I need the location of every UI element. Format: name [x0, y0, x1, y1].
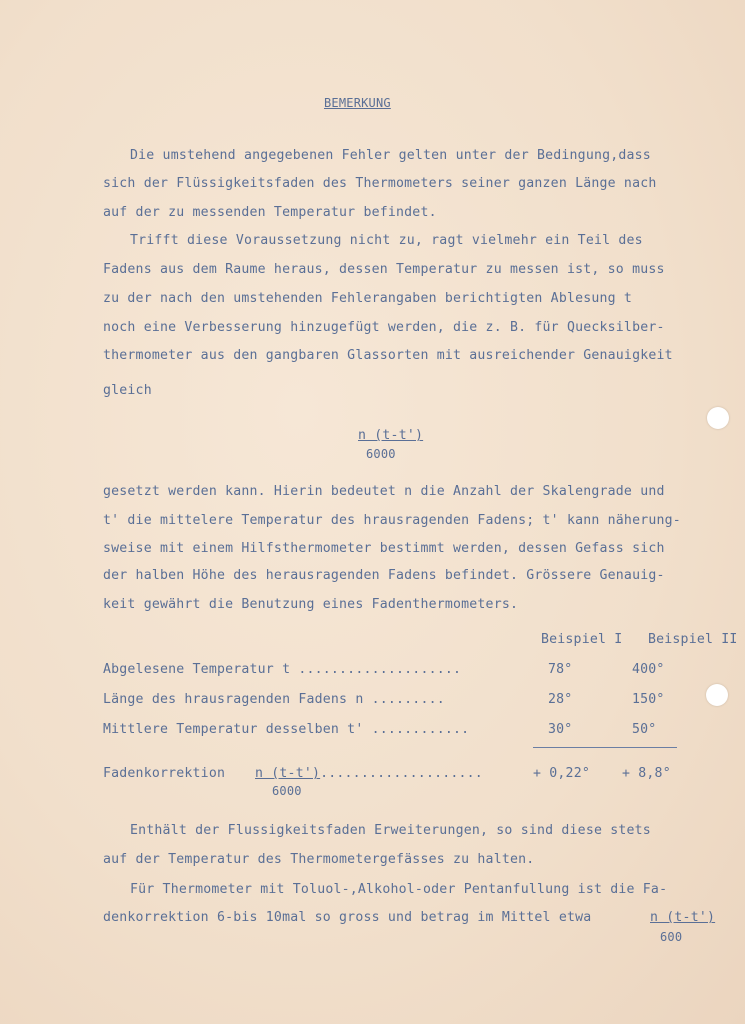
table-row-label: Mittlere Temperatur desselben t' ............ [103, 722, 470, 737]
table-row-label: Länge des hrausragenden Fadens n ......... [103, 692, 445, 707]
formula2-numerator: n (t-t') [650, 910, 716, 925]
paragraph-line: denkorrektion 6-bis 10mal so gross und betrag im Mittel etwa [103, 910, 592, 925]
table-divider [533, 747, 677, 748]
document-title: BEMERKUNG [324, 96, 391, 110]
correction-dots: .................... [320, 766, 483, 781]
table-cell: 30° [548, 722, 573, 737]
paragraph-line: auf der Temperatur des Thermometergefässes zu halten. [103, 852, 535, 867]
correction-formula-denominator: 6000 [272, 784, 302, 798]
paragraph-line: Für Thermometer mit Toluol-,Alkohol-oder Pentanfullung ist die Fa- [130, 882, 668, 897]
table-header-example-2: Beispiel II [648, 632, 738, 647]
table-cell: 78° [548, 662, 573, 677]
correction-label: Fadenkorrektion [103, 766, 226, 781]
correction-value-2: + 8,8° [622, 766, 671, 781]
paragraph-line: Trifft diese Voraussetzung nicht zu, ragt vielmehr ein Teil des [130, 233, 643, 248]
paragraph-line: noch eine Verbesserung hinzugefügt werden, die z. B. für Quecksilber- [103, 320, 665, 335]
table-cell: 28° [548, 692, 573, 707]
correction-value-1: + 0,22° [533, 766, 590, 781]
paragraph-line: sweise mit einem Hilfsthermometer bestimmt werden, dessen Gefass sich [103, 541, 665, 556]
correction-numerator: n (t-t') [255, 766, 321, 781]
formula2-denominator: 600 [660, 930, 683, 944]
paragraph-line: Fadens aus dem Raume heraus, dessen Temperatur zu messen ist, so muss [103, 262, 665, 277]
table-cell: 400° [632, 662, 665, 677]
formula-numerator: n (t-t') [358, 428, 424, 443]
paragraph-line: t' die mittelere Temperatur des hrausragenden Fadens; t' kann näherung- [103, 513, 681, 528]
table-cell: 150° [632, 692, 665, 707]
table-cell: 50° [632, 722, 657, 737]
table-row-label: Abgelesene Temperatur t .................... [103, 662, 462, 677]
paragraph-line: sich der Flüssigkeitsfaden des Thermometers seiner ganzen Länge nach [103, 176, 657, 191]
paragraph-line: der halben Höhe des herausragenden Fadens befindet. Grössere Genauig- [103, 568, 665, 583]
correction-formula-numerator [255, 766, 483, 781]
paragraph-line: gleich [103, 383, 152, 398]
table-header-example-1: Beispiel I [541, 632, 623, 647]
paragraph-line: auf der zu messenden Temperatur befindet. [103, 205, 437, 220]
paragraph-line: Die umstehend angegebenen Fehler gelten unter der Bedingung,dass [130, 148, 651, 163]
paragraph-line: Enthält der Flussigkeitsfaden Erweiterungen, so sind diese stets [130, 823, 651, 838]
punch-hole [706, 684, 728, 706]
paragraph-line: gesetzt werden kann. Hierin bedeutet n die Anzahl der Skalengrade und [103, 484, 665, 499]
paragraph-line: zu der nach den umstehenden Fehlerangaben berichtigten Ablesung t [103, 291, 633, 306]
formula-denominator: 6000 [366, 447, 396, 461]
paragraph-line: keit gewährt die Benutzung eines Fadenthermometers. [103, 597, 519, 612]
paragraph-line: thermometer aus den gangbaren Glassorten mit ausreichender Genauigkeit [103, 348, 673, 363]
punch-hole [707, 407, 729, 429]
